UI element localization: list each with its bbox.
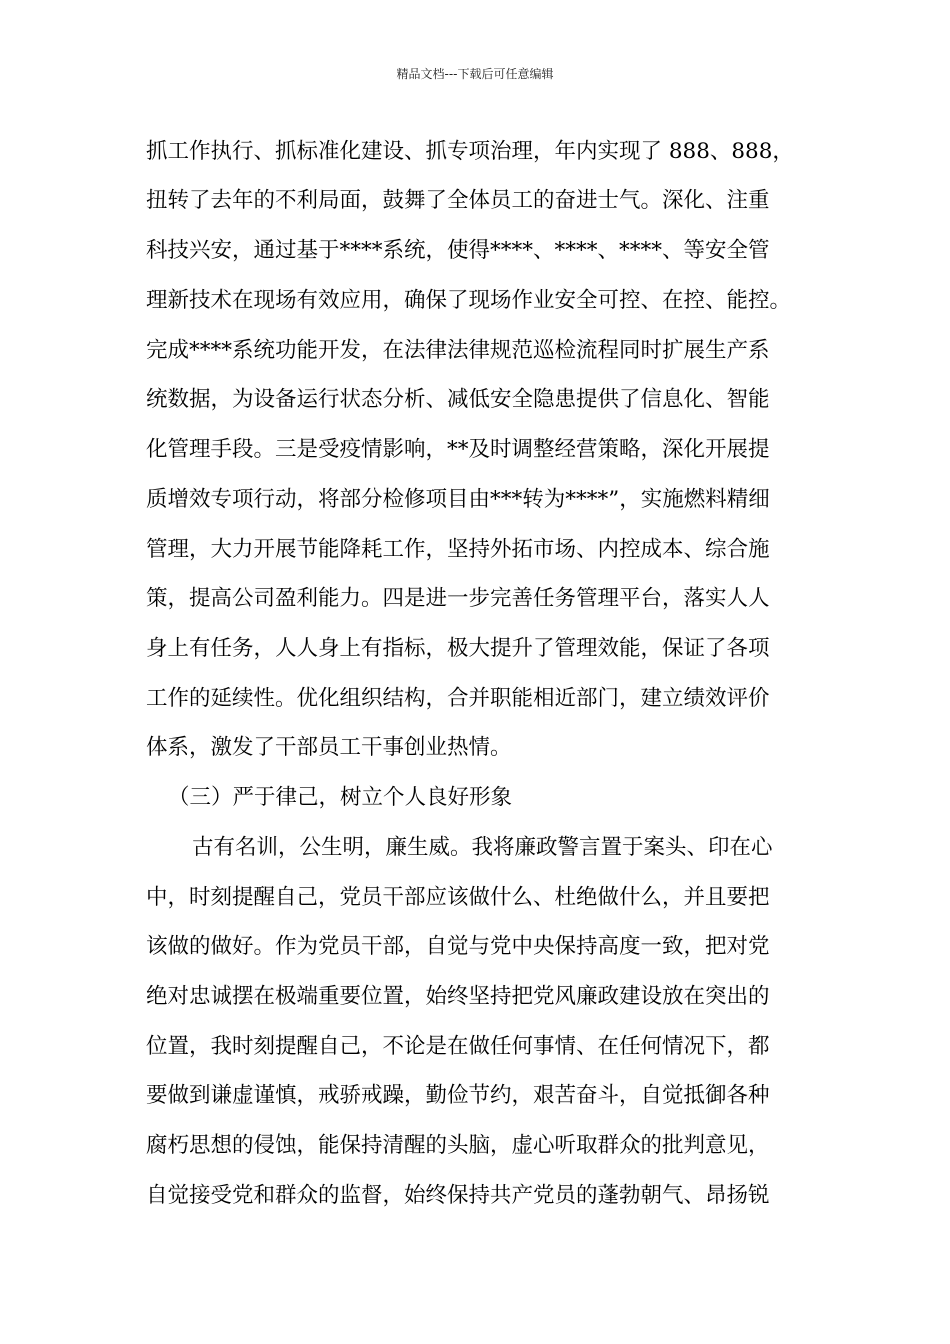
paragraph-line: 位置，我时刻提醒自己，不论是在做任何事情、在任何情况下，都 <box>146 1034 770 1059</box>
body-line: 完成****系统功能开发，在法律法律规范巡检流程同时扩展生产系 <box>146 338 770 363</box>
paragraph-line: 该做的做好。作为党员干部，自觉与党中央保持高度一致，把对党 <box>146 934 770 959</box>
paragraph-line: 自觉接受党和群众的监督，始终保持共产党员的蓬勃朝气、昂扬锐 <box>146 1183 770 1208</box>
paragraph-line: 腐朽思想的侵蚀，能保持清醒的头脑，虚心听取群众的批判意见， <box>146 1133 770 1158</box>
body-line: 抓工作执行、抓标准化建设、抓专项治理，年内实现了 888、888， <box>146 139 794 164</box>
body-line: 管理，大力开展节能降耗工作，坚持外拓市场、内控成本、综合施 <box>146 537 770 562</box>
paragraph-line: 古有名训，公生明，廉生威。我将廉政警言置于案头、印在心 <box>192 835 773 860</box>
page-header: 精品文档---下载后可任意编辑 <box>396 67 554 81</box>
body-line: 扭转了去年的不利局面，鼓舞了全体员工的奋进士气。深化、注重 <box>146 188 770 213</box>
body-line: 质增效专项行动，将部分检修项目由***转为****”，实施燃料精细 <box>146 487 770 512</box>
body-line: 理新技术在现场有效应用，确保了现场作业安全可控、在控、能控。 <box>146 288 792 313</box>
paragraph-line: 要做到谦虚谨慎，戒骄戒躁，勤俭节约，艰苦奋斗，自觉抵御各种 <box>146 1083 770 1108</box>
body-line: 统数据，为设备运行状态分析、减低安全隐患提供了信息化、智能 <box>146 387 770 412</box>
body-line: 化管理手段。三是受疫情影响，**及时调整经营策略，深化开展提 <box>146 437 770 462</box>
body-line: 身上有任务，人人身上有指标，极大提升了管理效能，保证了各项 <box>146 636 770 661</box>
section-heading: （三）严于律己，树立个人良好形象 <box>168 785 513 810</box>
body-line: 策，提高公司盈利能力。四是进一步完善任务管理平台，落实人人 <box>146 586 770 611</box>
paragraph-line: 绝对忠诚摆在极端重要位置，始终坚持把党风廉政建设放在突出的 <box>146 984 770 1009</box>
body-line: 工作的延续性。优化组织结构，合并职能相近部门，建立绩效评价 <box>146 686 770 711</box>
paragraph-line: 中，时刻提醒自己，党员干部应该做什么、杜绝做什么，并且要把 <box>146 885 770 910</box>
body-line: 科技兴安，通过基于****系统，使得****、****、****、等安全管 <box>146 238 770 263</box>
body-line: 体系，激发了干部员工干事创业热情。 <box>146 735 512 760</box>
